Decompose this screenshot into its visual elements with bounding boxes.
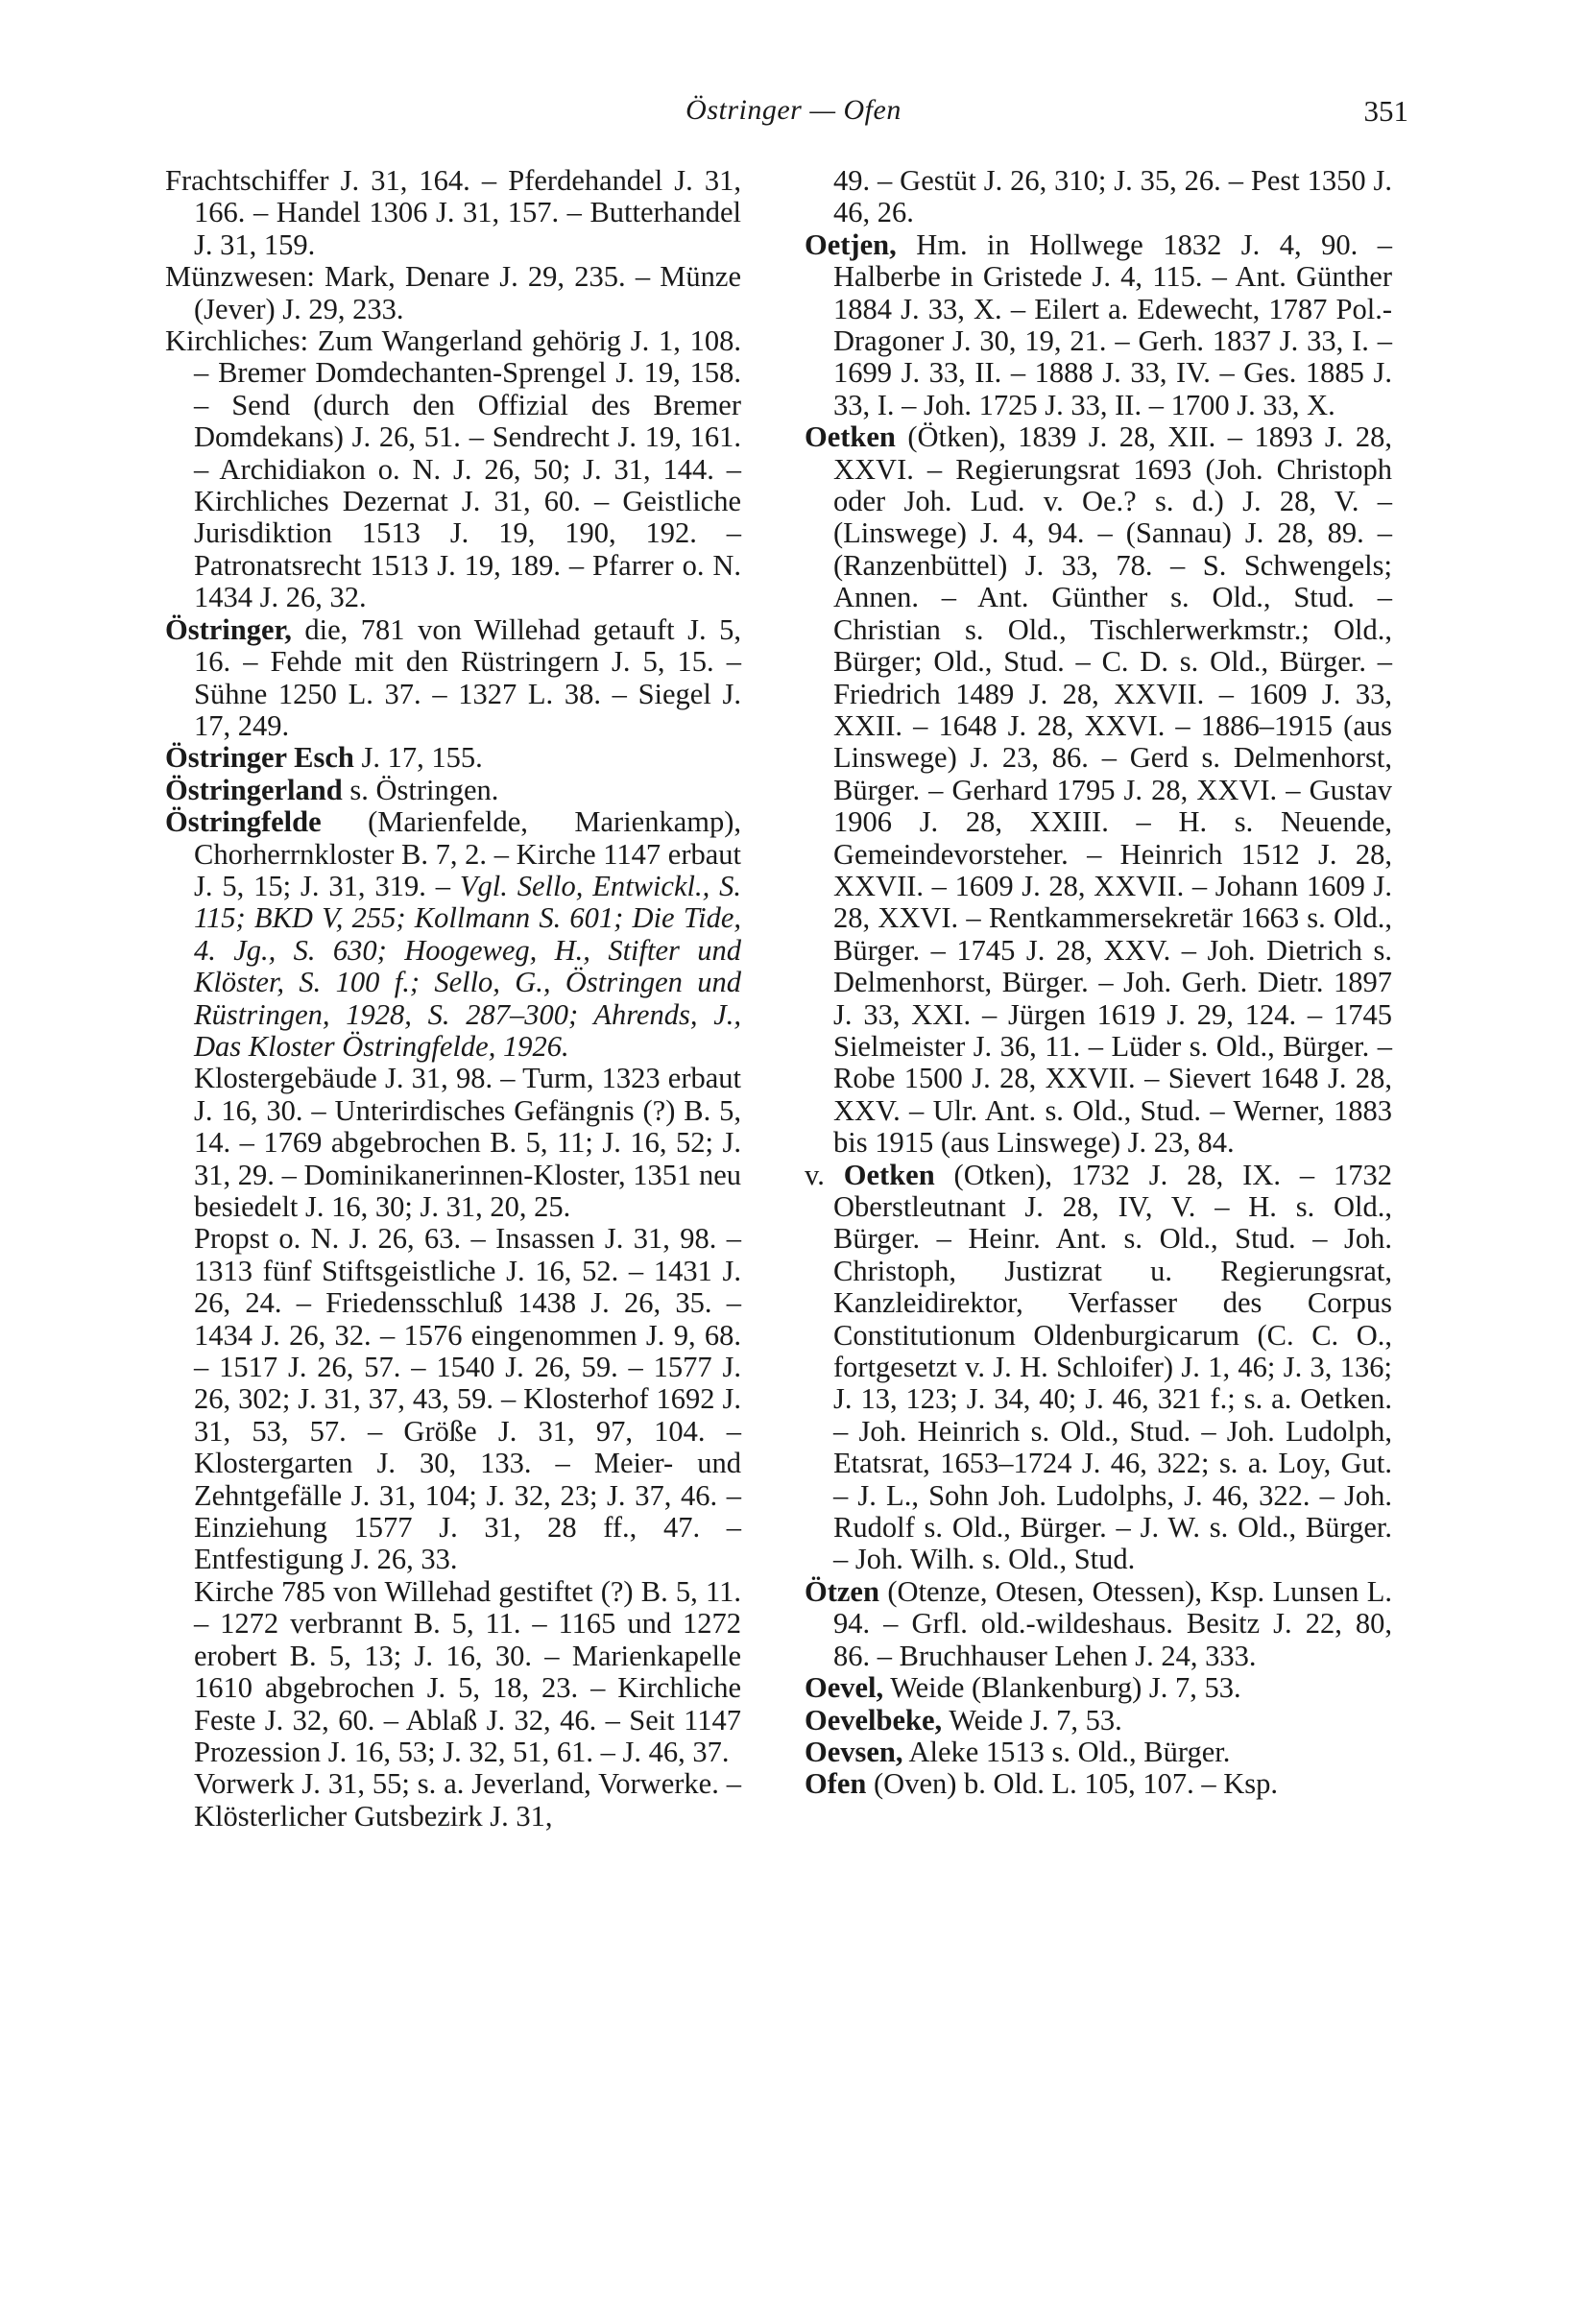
entry-headword: Östringerland <box>165 773 343 806</box>
entry-oestringfelde <box>165 806 741 1063</box>
entry-headword: Oevsen, <box>805 1735 903 1768</box>
right-column <box>805 165 1392 1801</box>
entry-headword: Oetjen, <box>805 228 897 261</box>
entry-oetken <box>805 421 1392 1159</box>
entry-headword: Oetken <box>843 1158 935 1191</box>
entry-oevel <box>805 1672 1392 1704</box>
entry-text: Aleke 1513 s. Old., Bürger. <box>902 1735 1231 1768</box>
entry-oevelbeke <box>805 1705 1392 1737</box>
entry-text: Weide (Blankenburg) J. 7, 53. <box>883 1671 1241 1705</box>
left-column <box>165 165 741 1833</box>
entry-headword: Östringer Esch <box>165 741 354 775</box>
entry-headword: Ofen <box>805 1767 867 1801</box>
entry-text: Hm. in Hollwege 1832 J. 4, 90. – Halberbe in Gristede J. 4, 115. – Ant. Günther 1884 J. 33, X. – Eilert a. Edewecht, 1787 Pol.-Dragoner J. 30, 19, 21. – Gerh. 1837 J. 33, I. – 1699 J. 33, II. – 1888 J. 33, IV. – Ges. 1885 J. 33, I. – Joh. 1725 J. 33, II. – 1700 J. 33, X. <box>833 228 1392 421</box>
entry-references: Vgl. Sello, Entwickl., S. 115; BKD V, 255; Kollmann S. 601; Die Tide, 4. Jg., S. 630; Hoogeweg, H., Stifter und Klöster, S. 100 f.; Sello, G., Östringen und Rüstringen, 1928, S. 287–300; Ahrends, J., Das Kloster Östringfelde, 1926. <box>194 869 742 1063</box>
entry-text: s. Östringen. <box>342 773 499 806</box>
paragraph-church-affairs: Kirchliches: Zum Wangerland gehörig J. 1, 108. – Bremer Domdechanten-Sprengel J. 19, 158. – Send (durch den Offizial des Bremer Domdekans) J. 26, 51. – Sendrecht J. 19, 161. – Archidiakon o. N. J. 26, 50; J. 31, 144. – Kirchliches Dezernat J. 31, 60. – Geistliche Jurisdiktion 1513 J. 19, 190, 192. – Patronatsrecht 1513 J. 19, 189. – Pfarrer o. N. 1434 J. 26, 32. <box>165 324 741 614</box>
entry-headword: Östringfelde <box>165 805 322 839</box>
paragraph-provost: Propst o. N. J. 26, 63. – Insassen J. 31, 98. – 1313 fünf Stiftsgeistliche J. 16, 52. – 1431 J. 26, 24. – Friedensschluß 1438 J. 26, 35. – 1434 J. 26, 32. – 1576 eingenommen J. 9, 68. – 1517 J. 26, 57. – 1540 J. 26, 59. – 1577 J. 26, 302; J. 31, 37, 43, 59. – Klosterhof 1692 J. 31, 53, 57. – Größe J. 31, 97, 104. – Klostergarten J. 30, 133. – Meier- und Zehntgefälle J. 31, 104; J. 32, 23; J. 37, 46. – Einziehung 1577 J. 31, 28 ff., 47. – Entfestigung J. 26, 33. <box>194 1222 741 1576</box>
entry-text: (Otken), 1732 J. 28, IX. – 1732 Oberstleutnant J. 28, IV, V. – H. s. Old., Bürger. – Heinr. Ant. s. Old., Stud. – Joh. Christoph, Justizrat u. Regierungsrat, Kanzleidirektor, Verfasser des Corpus Constitutionum Oldenburgicarum (C. C. O., fortgesetzt v. J. H. Schloifer) J. 1, 46; J. 3, 136; J. 13, 123; J. 34, 40; J. 46, 321 f.; s. a. Oetken. – Joh. Heinrich s. Old., Stud. – Joh. Ludolph, Etatsrat, 1653–1724 J. 46, 322; s. a. Loy, Gut. – J. L., Sohn Joh. Ludolphs, J. 46, 322. – Joh. Rudolf s. Old., Bürger. – J. W. s. Old., Bürger. – Joh. Wilh. s. Old., Stud. <box>833 1158 1392 1576</box>
entry-text: (Otenze, Otesen, Otessen), Ksp. Lunsen L. 94. – Grfl. old.-wildeshaus. Besitz J. 22, 80, 86. – Bruchhauser Lehen J. 24, 333. <box>833 1574 1392 1672</box>
running-head <box>0 94 1587 132</box>
entry-oetjen <box>805 229 1392 421</box>
entry-headword: Ötzen <box>805 1574 879 1608</box>
entry-headword: Oevel, <box>805 1671 884 1705</box>
entry-text: (Oven) b. Old. L. 105, 107. – Ksp. <box>866 1767 1279 1801</box>
entry-headword: Oevelbeke, <box>805 1703 943 1737</box>
paragraph-vorwerk: Vorwerk J. 31, 55; s. a. Jeverland, Vorwerke. – Klösterlicher Gutsbezirk J. 31, <box>194 1767 741 1833</box>
paragraph-church: Kirche 785 von Willehad gestiftet (?) B. 5, 11. – 1272 verbrannt B. 5, 11. – 1165 und 1272 erobert B. 5, 13; J. 16, 30. – Marienkapelle 1610 abgebrochen J. 5, 18, 23. – Kirchliche Feste J. 32, 60. – Ablaß J. 32, 46. – Seit 1147 Prozession J. 16, 53; J. 32, 51, 61. – J. 46, 37. <box>194 1574 741 1768</box>
entry-oestringerland <box>165 775 741 806</box>
entry-oetzen <box>805 1576 1392 1672</box>
entry-v-oetken <box>805 1160 1392 1576</box>
paragraph-coinage: Münzwesen: Mark, Denare J. 29, 235. – Münze (Jever) J. 29, 233. <box>165 260 741 325</box>
entry-headword: Östringer, <box>165 612 292 646</box>
entry-text: (Marienfelde, Marienkamp), Chorherrnkloster B. 7, 2. – Kirche 1147 erbaut J. 5, 15; J. 31, 319. – <box>194 805 741 902</box>
running-title: Östringer — Ofen <box>685 94 902 126</box>
entry-prefix: v. <box>805 1158 844 1191</box>
paragraph-trade: Frachtschiffer J. 31, 164. – Pferdehandel J. 31, 166. – Handel 1306 J. 31, 157. – Butterhandel J. 31, 159. <box>165 164 741 261</box>
entry-text: J. 17, 155. <box>353 741 483 775</box>
entry-oevsen <box>805 1737 1392 1768</box>
page-number: 351 <box>1363 94 1408 128</box>
entry-oestringer <box>165 614 741 743</box>
entry-text: Weide J. 7, 53. <box>942 1703 1122 1737</box>
entry-oestringer-esch <box>165 742 741 774</box>
entry-text: (Ötken), 1839 J. 28, XII. – 1893 J. 28, XXVI. – Regierungsrat 1693 (Joh. Christoph oder Joh. Lud. v. Oe.? s. d.) J. 28, V. – (Linswege) J. 4, 94. – (Sannau) J. 28, 89. – (Ranzenbüttel) J. 33, 78. – S. Schwengels; Annen. – Ant. Günther s. Old., Stud. – Christian s. Old., Tischlerwerkmstr.; Old., Bürger; Old., Stud. – C. D. s. Old., Bürger. – Friedrich 1489 J. 28, XXVII. – 1609 J. 33, XXII. – 1648 J. 28, XXVI. – 1886–1915 (aus Linswege) J. 23, 86. – Gerd s. Delmenhorst, Bürger. – Gerhard 1795 J. 28, XXVI. – Gustav 1906 J. 28, XXIII. – H. s. Neuende, Gemeindevorsteher. – Heinrich 1512 J. 28, XXVII. – 1609 J. 28, XXVII. – Johann 1609 J. 28, XXVI. – Rentkammersekretär 1663 s. Old., Bürger. – 1745 J. 28, XXV. – Joh. Dietrich s. Delmenhorst, Bürger. – Joh. Gerh. Dietr. 1897 J. 33, XXI. – Jürgen 1619 J. 29, 124. – 1745 Sielmeister J. 36, 11. – Lüder s. Old., Bürger. – Robe 1500 J. 28, XXVII. – Sievert 1648 J. 28, XXV. – Ulr. Ant. s. Old., Stud. – Werner, 1883 bis 1915 (aus Linswege) J. 23, 84. <box>833 420 1392 1160</box>
entry-headword: Oetken <box>805 420 896 454</box>
entry-ofen <box>805 1768 1392 1800</box>
paragraph-monastery-building: Klostergebäude J. 31, 98. – Turm, 1323 erbaut J. 16, 30. – Unterirdisches Gefängnis (?) B. 5, 14. – 1769 abgebrochen B. 5, 11; J. 16, 52; J. 31, 29. – Dominikanerinnen-Kloster, 1351 neu besiedelt J. 16, 30; J. 31, 20, 25. <box>194 1062 741 1223</box>
entry-text: die, 781 von Willehad getauft J. 5, 16. – Fehde mit den Rüstringern J. 5, 15. – Sühne 1250 L. 37. – 1327 L. 38. – Siegel J. 17, 249. <box>194 612 741 742</box>
paragraph-continuation: 49. – Gestüt J. 26, 310; J. 35, 26. – Pest 1350 J. 46, 26. <box>833 164 1392 229</box>
